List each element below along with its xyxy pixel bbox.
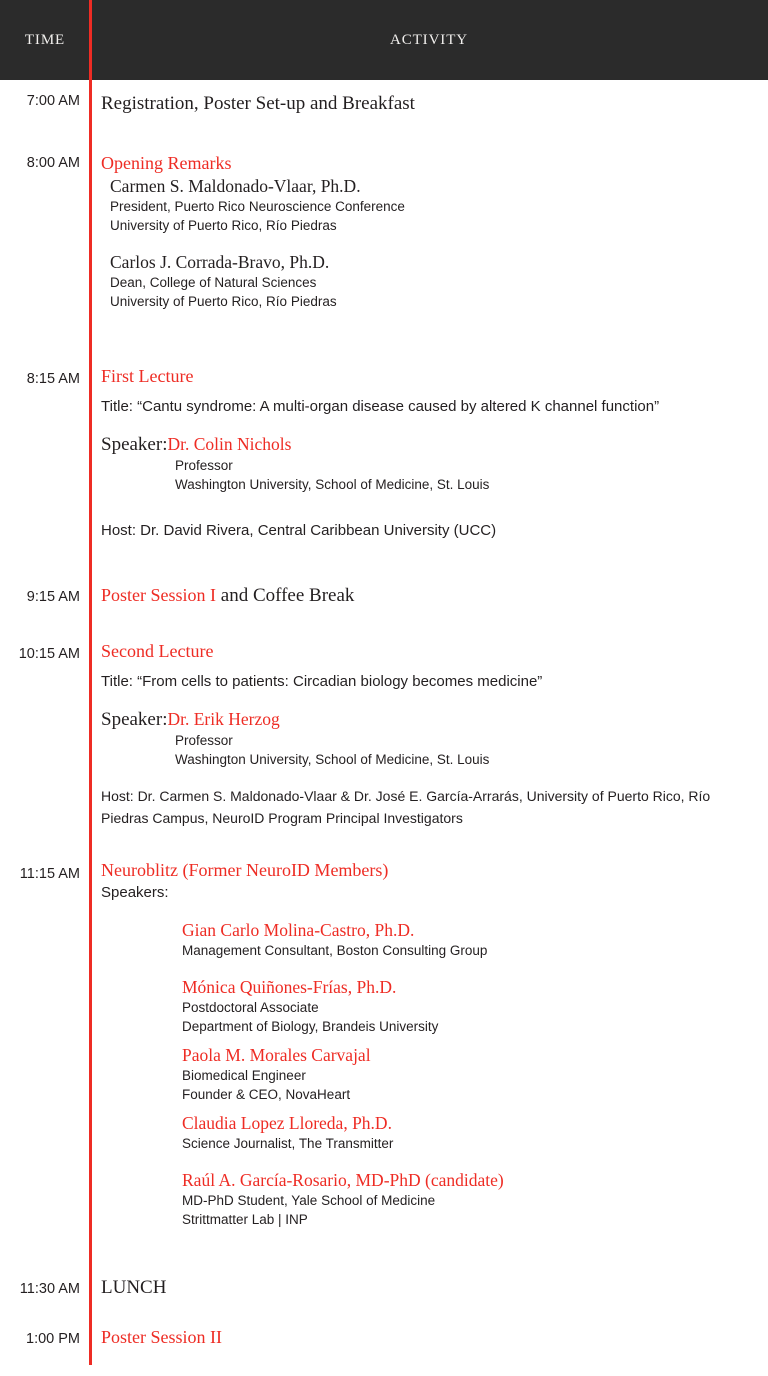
table-row: [0, 365, 768, 584]
row-activity: [101, 92, 768, 116]
row-activity: [101, 152, 768, 311]
spacer: [101, 1153, 746, 1169]
speaker-details: [101, 456, 746, 494]
speaker-role: MD-PhD Student, Yale School of Medicine: [182, 1193, 436, 1208]
row-time: 8:00 AM: [26, 155, 80, 171]
table-row: [0, 1326, 768, 1376]
spacer: [101, 769, 746, 785]
schedule-table-body: [0, 80, 768, 1376]
row-activity: [101, 640, 768, 829]
speaker-role: Professor: [175, 733, 233, 748]
lecture-title: Title: “From cells to patients: Circadian biology becomes medicine”: [101, 673, 543, 690]
activity-title: LUNCH: [101, 1277, 167, 1298]
spacer: [101, 692, 746, 708]
person-role: President, Puerto Rico Neuroscience Conference: [110, 199, 405, 214]
spacer: [101, 1104, 746, 1112]
column-header-time: [0, 0, 90, 80]
spacer: [101, 1036, 746, 1044]
table-row: [0, 152, 768, 365]
speaker-block: [101, 919, 746, 960]
speakers-label: Speakers:: [101, 884, 169, 901]
speaker-affiliation: Washington University, School of Medicine, St. Louis: [175, 752, 490, 767]
table-row: [0, 80, 768, 152]
host-line: Host: Dr. Carmen S. Maldonado-Vlaar & Dr. José E. García-Arrarás, University of Puerto Rico, Río Piedras Campus, NeuroID Program Principal Investigators: [101, 788, 711, 826]
table-row: [0, 640, 768, 859]
table-row: [0, 584, 768, 640]
spacer: [101, 960, 746, 976]
spacer: [101, 663, 746, 671]
speaker-role: Postdoctoral Associate: [182, 1000, 319, 1015]
speaker-label: Speaker:: [101, 434, 168, 455]
person-affiliation: University of Puerto Rico, Río Piedras: [110, 218, 337, 233]
speaker-name: Paola M. Morales Carvajal: [182, 1045, 371, 1065]
table-row: [0, 859, 768, 1276]
schedule-table-header: [0, 0, 768, 80]
speaker-label: Speaker:: [101, 709, 168, 730]
person-block: [101, 251, 746, 311]
activity-title: Second Lecture: [101, 641, 214, 661]
speaker-block: [101, 1169, 746, 1229]
person-name: Carlos J. Corrada-Bravo, Ph.D.: [110, 252, 330, 272]
speaker-details: [101, 731, 746, 769]
lecture-title: Title: “Cantu syndrome: A multi-organ disease caused by altered K channel function”: [101, 398, 660, 415]
person-name: Carmen S. Maldonado-Vlaar, Ph.D.: [110, 176, 361, 196]
speaker-block: [101, 976, 746, 1036]
row-time: 7:00 AM: [26, 93, 80, 109]
speaker-role: Science Journalist, The Transmitter: [182, 1136, 394, 1151]
speaker-line: [101, 433, 746, 456]
spacer: [101, 388, 746, 396]
speaker-role: Professor: [175, 458, 233, 473]
row-time: 9:15 AM: [26, 589, 80, 605]
column-header-activity-label: ACTIVITY: [389, 31, 469, 48]
activity-title: First Lecture: [101, 366, 194, 386]
row-time: 10:15 AM: [18, 646, 80, 662]
table-row: [0, 1276, 768, 1326]
spacer: [101, 235, 746, 251]
spacer: [101, 417, 746, 433]
speaker-affiliation: Department of Biology, Brandeis University: [182, 1019, 439, 1034]
column-header-time-label: TIME: [24, 31, 66, 48]
host-line: Host: Dr. David Rivera, Central Caribbean University (UCC): [101, 522, 497, 539]
person-block: [101, 175, 746, 235]
speaker-block: [101, 1044, 746, 1104]
activity-title: [101, 584, 746, 608]
person-affiliation: University of Puerto Rico, Río Piedras: [110, 294, 337, 309]
spacer: [101, 494, 746, 520]
coffee-break-label: and Coffee Break: [216, 585, 355, 606]
speaker-name: Claudia Lopez Lloreda, Ph.D.: [182, 1113, 392, 1133]
speaker-role: Biomedical Engineer: [182, 1068, 306, 1083]
spacer: [101, 903, 746, 919]
row-activity: [101, 1326, 768, 1349]
speaker-name: Dr. Erik Herzog: [167, 709, 280, 729]
column-header-activity: [90, 0, 768, 80]
speaker-line: [101, 708, 746, 731]
activity-title: Neuroblitz (Former NeuroID Members): [101, 860, 389, 880]
row-time: 11:15 AM: [19, 866, 80, 882]
row-activity: [101, 584, 768, 608]
red-column-divider: [89, 0, 92, 1365]
speaker-affiliation: Strittmatter Lab | INP: [182, 1212, 308, 1227]
speaker-block: [101, 1112, 746, 1153]
activity-title: Opening Remarks: [101, 153, 232, 173]
speaker-affiliation: Washington University, School of Medicine, St. Louis: [175, 477, 490, 492]
speaker-name: Mónica Quiñones-Frías, Ph.D.: [182, 977, 397, 997]
poster-session-label: Poster Session I: [101, 585, 217, 605]
row-activity: [101, 1276, 768, 1300]
row-time: 8:15 AM: [26, 371, 80, 387]
activity-title: Poster Session II: [101, 1327, 222, 1347]
row-time: 1:00 PM: [26, 1331, 80, 1347]
speaker-name: Dr. Colin Nichols: [167, 434, 292, 454]
speaker-role: Management Consultant, Boston Consulting Group: [182, 943, 488, 958]
row-activity: [101, 365, 768, 541]
activity-title: Registration, Poster Set-up and Breakfast: [101, 93, 415, 114]
person-role: Dean, College of Natural Sciences: [110, 275, 317, 290]
row-time: 11:30 AM: [19, 1281, 80, 1297]
row-activity: [101, 859, 768, 1229]
speaker-affiliation: Founder & CEO, NovaHeart: [182, 1087, 351, 1102]
speaker-name: Raúl A. García-Rosario, MD-PhD (candidate): [182, 1170, 504, 1190]
speaker-name: Gian Carlo Molina-Castro, Ph.D.: [182, 920, 415, 940]
